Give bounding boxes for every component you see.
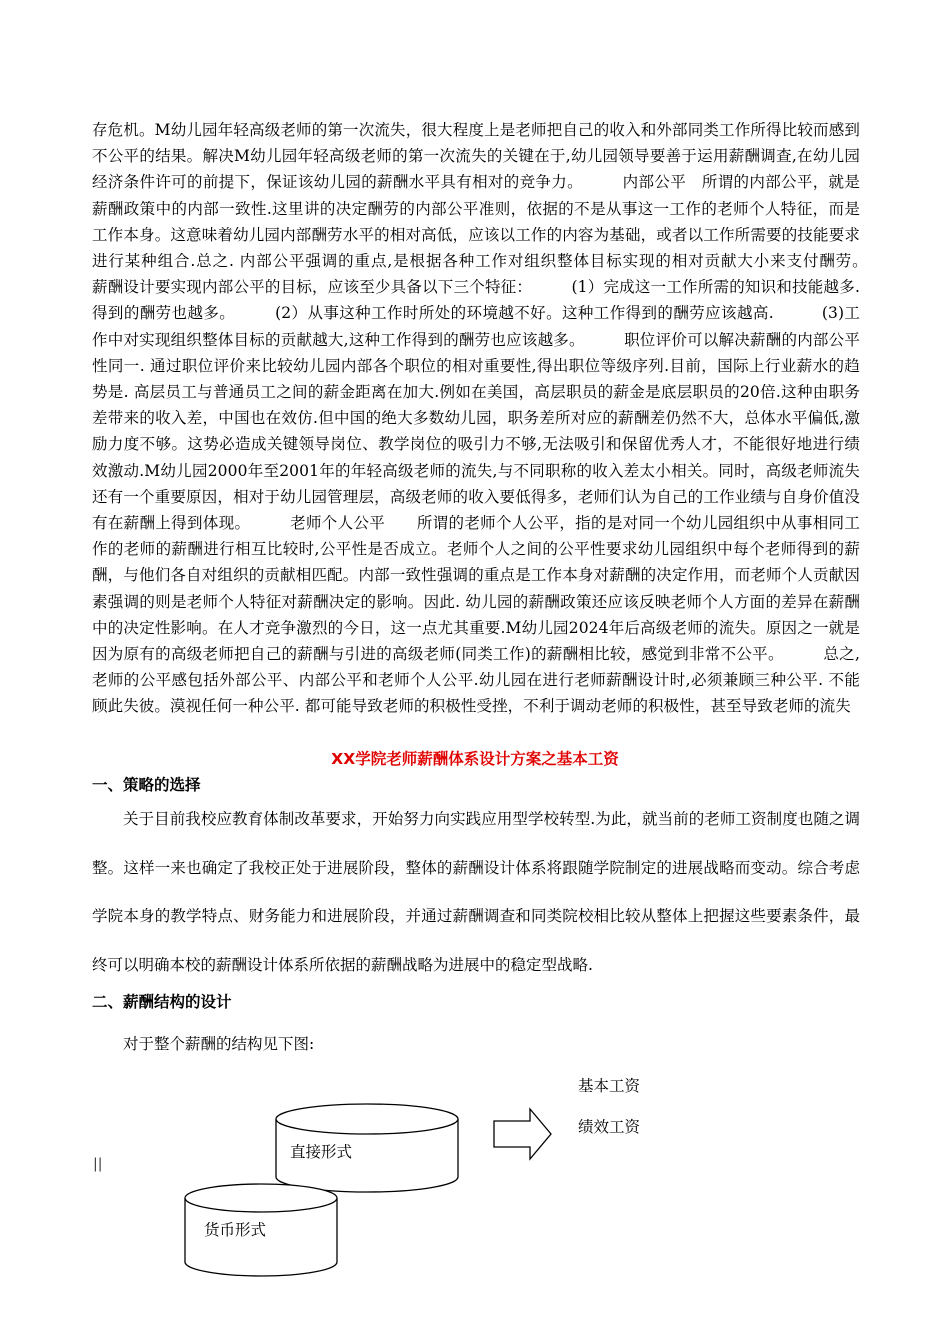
direct-form-label: 直接形式 bbox=[290, 1143, 353, 1161]
monetary-form-label: 货币形式 bbox=[204, 1221, 267, 1239]
base-salary-label: 基本工资 bbox=[578, 1077, 641, 1095]
section-title: XX学院老师薪酬体系设计方案之基本工资 bbox=[331, 750, 619, 768]
strategy-paragraph: 关于目前我校应教育体制改革要求，开始努力向实践应用型学校转型.为此，就当前的老师工资制度也随之调整。这样一来也确定了我校正处于进展阶段，整体的薪酬设计体系将跟随学院制定的进展战略而变动。综合考虑学院本身的教学特点、财务能力和进展阶段，并通过薪酬调查和同类院校相比较从整体上把握这些要素条件，最终可以明确本校的薪酬设计体系所依据的薪酬战略为进展中的稳定型战略. bbox=[92, 810, 860, 974]
structure-lead-text: 对于整个薪酬的结构见下图: bbox=[123, 1035, 315, 1053]
heading-strategy: 一、策略的选择 bbox=[92, 776, 201, 794]
heading-structure: 二、薪酬结构的设计 bbox=[92, 993, 232, 1011]
performance-salary-label: 绩效工资 bbox=[578, 1118, 641, 1136]
intro-paragraph: 存危机。M幼儿园年轻高级老师的第一次流失，很大程度上是老师把自己的收入和外部同类工作所得比较而感到不公平的结果。解决M幼儿园年轻高级老师的第一次流失的关键在于,幼儿园领导要善于运用薪酬调查,在幼儿园经济条件许可的前提下，保证该幼儿园的薪酬水平具有相对的竞争力。 内部公平 所谓的内部公平，就是薪酬政策中的内部一致性.这里讲的决定酬劳的内部公平准则，依据的不是从事这一工作的老师个人特征，而是工作本身。这意味着幼儿园内部酬劳水平的相对高低，应该以工作的内容为基础，或者以工作所需要的技能要求进行某种组合.总之. 内部公平强调的重点,是根据各种工作对组织整体目标实现的相对贡献大小来支付酬劳。 薪酬设计要实现内部公平的目标，应该至少具备以下三个特征： (1）完成这一工作所需的知识和技能越多.得到的酬劳也越多。 (2）从事这种工作时所处的环境越不好。这种工作得到的酬劳应该越高. (3)工作中对实现组织整体目标的贡献越大,这种工作得到的酬劳也应该越多。 职位评价可以解决薪酬的内部公平性同一. 通过职位评价来比较幼儿园内部各个职位的相对重要性,得出职位等级序列.目前，国际上行业薪水的趋势是. 高层员工与普通员工之间的薪金距离在加大.例如在美国，高层职员的薪金是底层职员的20倍.这种由职务差带来的收入差，中国也在效仿.但中国的绝大多数幼儿园，职务差所对应的薪酬差仍然不大，总体水平偏低,激励力度不够。这势必造成关键领导岗位、教学岗位的吸引力不够,无法吸引和保留优秀人才，不能很好地进行绩效激动.M幼儿园2000年至2001年的年轻高级老师的流失,与不同职称的收入差太小相关。同时，高级老师流失还有一个重要原因，相对于幼儿园管理层，高级老师的收入要低得多，老师们认为自己的工作业绩与自身价值没有在薪酬上得到体现。 老师个人公平 所谓的老师个人公平，指的是对同一个幼儿园组织中从事相同工作的老师的薪酬进行相互比较时,公平性是否成立。老师个人之间的公平性要求幼儿园组织中每个老师得到的薪酬，与他们各自对组织的贡献相匹配。内部一致性强调的重点是工作本身对薪酬的决定作用，而老师个人贡献因素强调的则是老师个人特征对薪酬决定的影响。因此. 幼儿园的薪酬政策还应该反映老师个人方面的差异在薪酬中的决定性影响。在人才竞争激烈的今日，这一点尤其重要.M幼儿园2024年后高级老师的流失。原因之一就是因为原有的高级老师把自己的薪酬与引进的高级老师(同类工作)的薪酬相比较，感觉到非常不公平。 总之,老师的公平感包括外部公平、内部公平和老师个人公平.幼儿园在进行老师薪酬设计时,必须兼顾三种公平. 不能顾此失彼。漠视任何一种公平. 都可能导致老师的积极性受挫，不利于调动老师的积极性，甚至导致老师的流失 bbox=[92, 121, 907, 716]
right-arrow-icon bbox=[494, 1109, 551, 1159]
margin-mark: || bbox=[93, 1156, 103, 1172]
